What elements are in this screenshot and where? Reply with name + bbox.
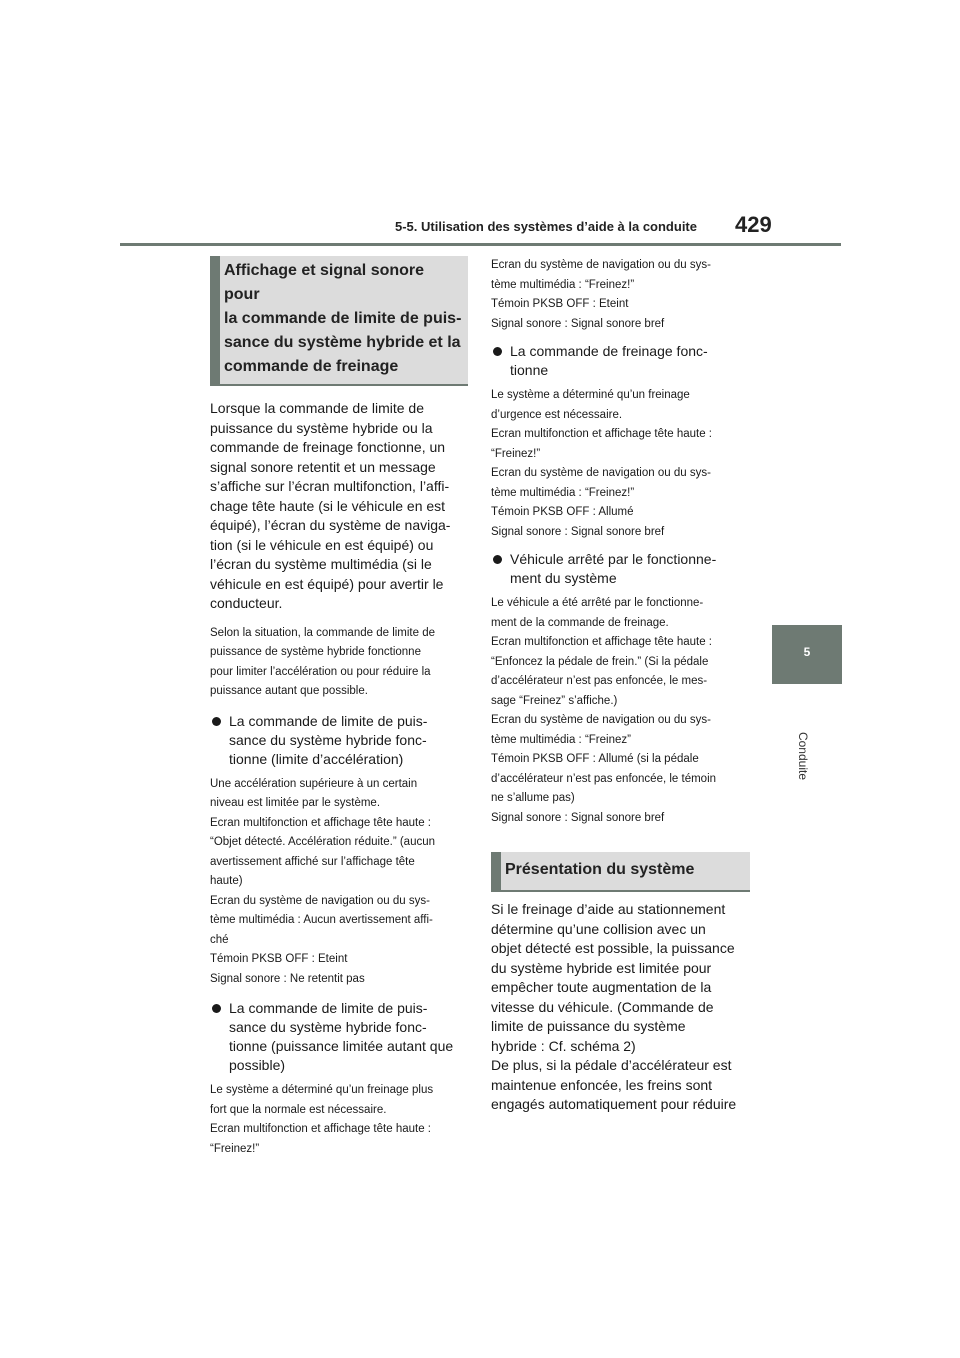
text-line: la commande de limite de puis- [224,310,462,327]
bullet-dot-icon [212,1004,221,1013]
text-line: De plus, si la pédale d’accélérateur est [491,1057,732,1073]
text-line: Signal sonore : Signal sonore bref [491,525,665,538]
text-line: sance du système hybride fonc- [229,1019,427,1035]
text-line: commande de freinage [224,358,399,375]
text-line: Témoin PKSB OFF : Allumé (si la pédale [491,753,699,765]
bullet-title [229,712,468,769]
text-line: limite de puissance du système [491,1018,686,1034]
text-line: Ecran du système de navigation ou du sys- [491,467,711,479]
bullet-dot-icon [212,717,221,726]
text-line: tionne [510,362,549,378]
text-line: Signal sonore : Ne retentit pas [210,972,365,985]
text-line: Affichage et signal sonore pour [224,262,425,303]
text-line: “Objet détecté. Accélération réduite.” (aucun [210,836,436,848]
text-line: Signal sonore : Signal sonore bref [491,317,665,330]
text-line: signal sonore retentit et un message [210,458,436,475]
page-number: 429 [735,212,772,237]
text-line: avertissement affiché sur l’affichage tête [210,855,415,868]
text-line: Ecran multifonction et affichage tête haute : [210,1123,431,1135]
text-line: “Enfoncez la pédale de frein.” (Si la pédale [491,655,709,668]
text-line: tion (si le véhicule en est équipé) ou [210,536,434,553]
section-heading-overview [491,852,750,892]
bullet-title [510,550,750,588]
text-line: s’affiche sur l’écran multifonction, l’affi- [210,478,450,494]
text-line: Témoin PKSB OFF : Eteint [491,298,629,310]
text-line: vitesse du véhicule. (Commande de [491,998,714,1015]
text-line: Le véhicule a été arrêté par le fonctionne- [491,597,704,609]
text-line: Ecran du système de navigation ou du sys- [491,259,711,271]
text-line: sance du système hybride fonc- [229,731,427,748]
text-line: maintenue enfoncée, les freins sont [491,1076,713,1093]
text-line: véhicule en est équipé) pour avertir le [210,575,444,592]
right-column [491,256,750,1115]
text-line: La commande de limite de puis- [229,712,428,729]
bullet-power-limit [210,999,468,1075]
text-line: équipé), l’écran du système de naviga- [210,517,451,533]
continued-details [491,256,750,334]
text-line: puissance de système hybride fonctionne [210,646,421,658]
text-line: puissance autant que possible. [210,685,368,697]
text-line: empêcher toute augmentation de la [491,979,712,995]
text-line: sage “Freinez” s’affiche.) [491,694,618,707]
overview-paragraph [491,900,750,1115]
note-paragraph [210,624,468,702]
text-line: Ecran du système de navigation ou du sys- [210,894,430,907]
text-line: détermine qu’une collision avec un [491,920,706,937]
bullet-title [510,342,750,380]
text-line: l’écran du système multimédia (si le [210,556,432,572]
text-line: La commande de limite de puis- [229,1000,428,1016]
text-line: tionne (limite d’accélération) [229,750,404,767]
text-line: Lorsque la commande de limite de [210,400,425,416]
text-line: hybride : Cf. schéma 2) [491,1037,636,1054]
text-line: niveau est limitée par le système. [210,797,381,809]
text-line: ché [210,933,229,946]
text-line: Ecran du système de navigation ou du sys- [491,714,711,726]
text-line: Le système a déterminé qu’un freinage [491,389,690,401]
bullet-details [491,594,750,828]
text-line: “Freinez!” [491,447,541,460]
section-title: 5-5. Utilisation des systèmes d’aide à la conduite [395,219,697,234]
text-line: pour limiter l’accélération ou pour réduire la [210,665,431,678]
text-line: Ecran multifonction et affichage tête haute : [491,636,712,648]
bullet-details [210,1081,468,1159]
text-line: engagés automatiquement pour réduire [491,1096,737,1112]
text-line: Ecran multifonction et affichage tête haute : [210,816,431,829]
text-line: commande de freinage fonctionne, un [210,439,446,455]
text-line: conducteur. [210,595,283,611]
text-line: Témoin PKSB OFF : Allumé [491,506,634,518]
text-line: tème multimédia : “Freinez!” [491,486,635,499]
text-line: sance du système hybride et la [224,334,461,351]
text-line: ment de la commande de freinage. [491,616,669,629]
bullet-dot-icon [493,347,502,356]
text-line: tème multimédia : “Freinez” [491,733,631,746]
text-line: ne s’allume pas) [491,792,575,804]
chapter-label: Conduite [796,731,810,781]
text-line: ment du système [510,570,617,586]
left-column [210,256,468,1159]
bullet-details [491,386,750,542]
text-line: du système hybride est limitée pour [491,959,712,976]
bullet-acceleration-limit [210,712,468,769]
bullet-dot-icon [493,555,502,564]
text-line: tème multimédia : Aucun avertissement affi- [210,914,433,926]
text-line: Véhicule arrêté par le fonctionne- [510,551,717,567]
text-line: Selon la situation, la commande de limite de [210,626,436,639]
bullet-vehicle-stopped [491,550,750,588]
chapter-tab: 5 [772,625,842,684]
text-line: tème multimédia : “Freinez!” [491,278,635,291]
bullet-braking [491,342,750,380]
text-line: “Freinez!” [210,1142,260,1155]
text-line: puissance du système hybride ou la [210,419,433,436]
text-line: chage tête haute (si le véhicule en est [210,497,446,514]
bullet-details [210,775,468,990]
text-line: d’urgence est nécessaire. [491,408,623,421]
text-line: d’accélérateur n’est pas enfoncée, le témoin [491,772,717,785]
text-line: d’accélérateur n’est pas enfoncée, le mes- [491,675,708,687]
text-line: La commande de freinage fonc- [510,343,708,359]
section-heading-display [210,256,468,386]
text-line: Une accélération supérieure à un certain [210,777,418,790]
text-line: fort que la normale est nécessaire. [210,1103,387,1116]
text-line: Si le freinage d’aide au stationnement [491,901,726,917]
header-rule [120,243,841,246]
text-line: haute) [210,875,243,887]
text-line: Présentation du système [505,861,695,878]
intro-paragraph [210,399,468,614]
text-line: tionne (puissance limitée autant que [229,1038,454,1054]
text-line: Témoin PKSB OFF : Eteint [210,953,348,965]
text-line: objet détecté est possible, la puissance [491,940,735,956]
bullet-title [229,999,468,1075]
text-line: Le système a déterminé qu’un freinage plus [210,1084,434,1096]
text-line: possible) [229,1057,286,1073]
text-line: Signal sonore : Signal sonore bref [491,811,665,824]
text-line: Ecran multifonction et affichage tête haute : [491,428,712,440]
